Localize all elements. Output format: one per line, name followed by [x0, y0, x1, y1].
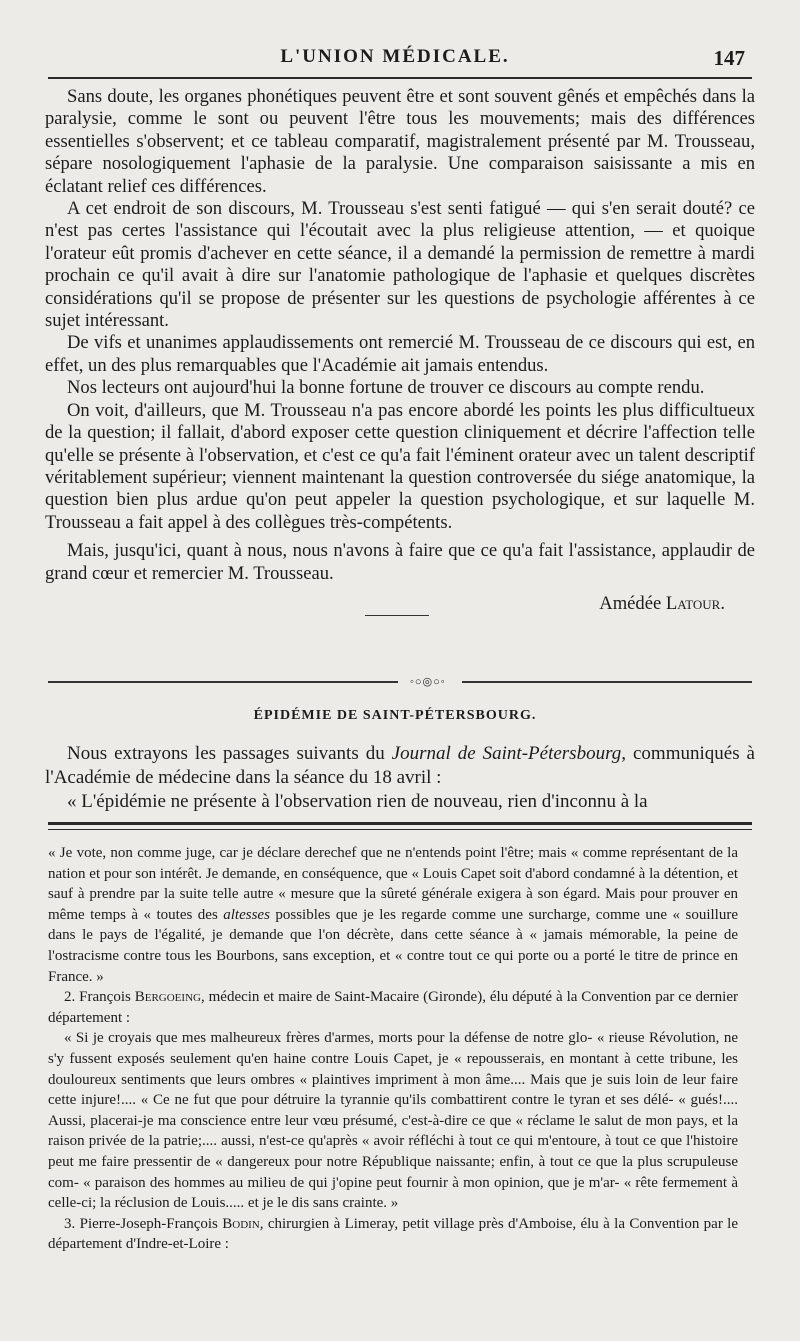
person-name: Bergoeing — [134, 989, 201, 1006]
footnote-text — [48, 843, 738, 987]
running-title: L'UNION MÉDICALE. — [280, 46, 510, 67]
footnotes — [48, 843, 738, 1255]
paragraph — [45, 742, 755, 790]
text-run: 3. Pierre-Joseph-François — [64, 1215, 223, 1232]
section-ornament — [48, 676, 752, 688]
paragraph: On voit, d'ailleurs, que M. Trousseau n'a pas encore abordé les points les plus difficultueux de la question; il fallait, d'abord exposer cette question cliniquement et décrire l'affection telle qu'elle se présente à l'observation, et c'est ce qu'a fait l'éminent orateur avec un talent descriptif véritablement supérieur; viennent maintenant la question controversée du siége anatomique, la question bien plus ardue qu'on peut appeler la question psychologique, et sur laquelle M. Trousseau a fait appel à des collègues très-compétents. — [45, 399, 755, 533]
page-header — [45, 40, 745, 72]
text-run: 2. François — [64, 989, 135, 1006]
person-name: Bodin — [222, 1215, 260, 1232]
notes-rule — [48, 822, 752, 825]
italic-word: altesses — [223, 906, 270, 923]
paragraph: De vifs et unanimes applaudissements ont remercié M. Trousseau de ce discours qui est, en effet, un des plus remarquables que l'Académie ait jamais entendus. — [45, 332, 755, 376]
signature-first: Amédée — [599, 592, 662, 614]
ornament-line-left — [48, 681, 398, 683]
page-number: 147 — [713, 46, 745, 70]
text-run: Nous extrayons les passages suivants du — [67, 743, 392, 764]
paragraph: Sans doute, les organes phonétiques peuvent être et sont souvent gênés et empêchés dans la paralysie, comme le sont ou peuvent l'être tous les mouvements; mais des différences essentielles s'observent; et ce tableau comparatif, magistralement présenté par M. Trousseau, sépare nosologiquement l'aphasie de la paralysie. Une comparaison saisissante a mis en éclatant relief ces différences. — [45, 86, 755, 197]
footnote-text — [48, 1214, 738, 1255]
paragraph: Nos lecteurs ont aujourd'hui la bonne fortune de trouver ce discours au compte rendu. — [67, 377, 705, 399]
text-run: , chirurgien à Limeray, petit village près d'Amboise, élu à la Convention par le département d'Indre-et-Loire : — [48, 1215, 739, 1253]
notes-rule-thin — [48, 829, 752, 830]
main-text — [45, 86, 755, 616]
footnote-quote: « Si je croyais que mes malheureux frères d'armes, morts pour la défense de notre glo- « rieuse Révolution, ne s'y fussent exposés seulement qu'en haine contre Louis Capet, je « repousserais, en montant à cette tribune, les douloureux sentiments que leurs ombres « plaintives impriment à mon âme.... Mais que je suis loin de leur faire cette injure!.... « Ce ne fut que pour détruire la tyrannie qu'ils combattirent contre le tyran et ses délé- « gués!.... Aussi, placerai-je ma conscience entre leur vœu présumé, c'est-à-dire ce que « réclame le salut de mon pays, et la raison privée de la patrie;.... aussi, n'est-ce qu'après « avoir réfléchi à tout ce qui m'entoure, à tout ce que l'histoire peut me faire pressentir de « dangereux pour notre République naissante; enfin, à tout ce que la plus scrupuleuse com- « paraison des hommes au milieu de qui j'opine peut fournir à mon opinion, que je m'ar- « rête fermement à celle-ci; la réclusion de Louis..... et je le dis sans crainte. » — [48, 1030, 738, 1212]
paragraph: A cet endroit de son discours, M. Trousseau s'est senti fatigué — qui s'en serait douté? ce n'est pas certes l'assistance qui l'écoutait avec la plus religieuse attention, — et quoique l'orateur eût promis d'achever en cette séance, il a demandé la permission de remettre à mardi prochain ce qu'il avait à dire sur l'anatomie pathologique de l'aphasie et quelques discrètes considérations qu'il se propose de présenter sur les questions de psychologie afférentes à ce sujet intéressant. — [45, 198, 755, 332]
paragraph: « L'épidémie ne présente à l'observation rien de nouveau, rien d'inconnu à la — [67, 791, 648, 812]
ornament-dots: ◦○◎○◦ — [410, 676, 446, 688]
text-run: « Je vote, non comme juge, car je déclare derechef que ne n'entends point l'être; mais « comme représentant de la nation et pour son intérêt. Je demande, en conséquence, que « Louis Capet soit d'abord condamné à la détention, et sauf à prendre par la suite telle autre « mesure que la sûreté générale exigera à son égard. Mais pour prouver en même temps à « toutes des — [48, 845, 738, 923]
section-title: ÉPIDÉMIE DE SAINT-PÉTERSBOURG. — [253, 708, 537, 723]
text-run: communiqués à l'Académie de médecine dans la séance du 18 avril : — [45, 743, 755, 788]
header-rule — [48, 77, 752, 79]
text-run: possibles que je les regarde comme une surcharge, comme une « souillure dans le pays de l'égalité, je demande que l'on décrète, dans cette séance à « jamais mémorable, la peine de l'ostracisme contre tous les Bourbons, sans exception, et « contre tout ce qui porte ou a porté le titre de prince en France. » — [48, 906, 738, 985]
paragraph: Mais, jusqu'ici, quant à nous, nous n'avons à faire que ce qu'a fait l'assistance, applaudir de grand cœur et remercier M. Trousseau. — [45, 540, 755, 584]
ornament-line-right — [462, 681, 752, 683]
signature-last: Latour. — [665, 592, 725, 614]
section-body — [45, 742, 755, 814]
signature — [45, 593, 755, 615]
journal-title: Journal de Saint-Pétersbourg, — [391, 743, 627, 764]
footnote-text — [48, 987, 738, 1028]
text-run: , médecin et maire de Saint-Macaire (Gironde), élu député à la Convention par ce dernier département : — [48, 989, 738, 1026]
signature-rule — [365, 615, 429, 616]
